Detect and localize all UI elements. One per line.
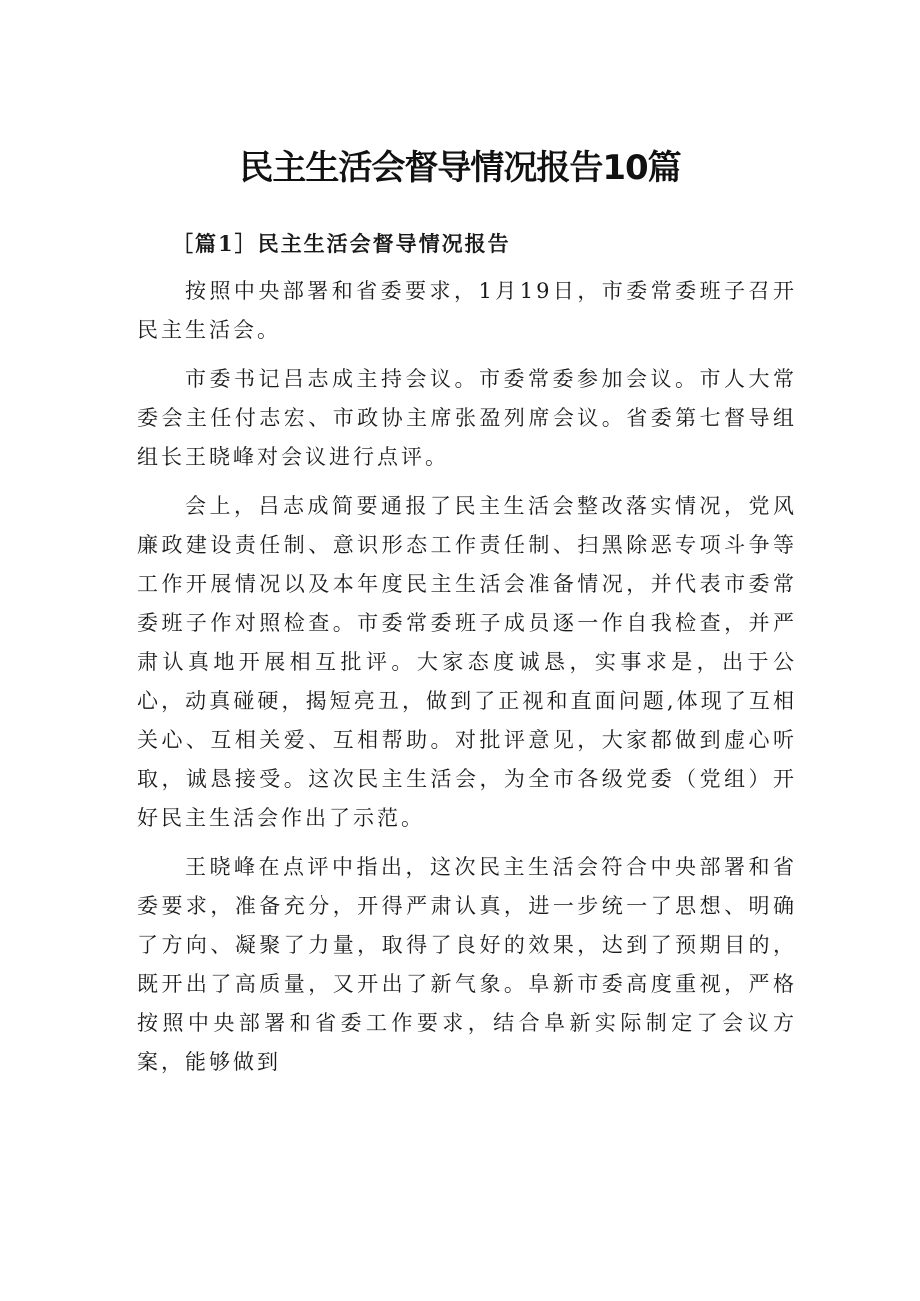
section-heading: ［篇1］民主生活会督导情况报告 (172, 231, 511, 256)
paragraph: 会上，吕志成简要通报了民主生活会整改落实情况，党风廉政建设责任制、意识形态工作责任制、扫黑除恶专项斗争等工作开展情况以及本年度民主生活会准备情况，并代表市委常委班子作对照检查。市委常委班子成员逐一作自我检查，并严肃认真地开展相互批评。大家态度诚恳，实事求是，出于公心，动真碰硬，揭短亮丑，做到了正视和直面问题,体现了互相关心、互相关爱、互相帮助。对批评意见，大家都做到虚心听取，诚恳接受。这次民主生活会，为全市各级党委（党组）开好民主生活会作出了示范。 (137, 494, 797, 830)
paragraph: 按照中央部署和省委要求，1月19日，市委常委班子召开民主生活会。 (137, 279, 797, 342)
paragraph: 市委书记吕志成主持会议。市委常委参加会议。市人大常委会主任付志宏、市政协主席张盈列席会议。省委第七督导组组长王晓峰对会议进行点评。 (137, 367, 797, 469)
document-title: 民主生活会督导情况报告10篇 (239, 148, 681, 188)
paragraph: 王晓峰在点评中指出，这次民主生活会符合中央部署和省委要求，准备充分，开得严肃认真，进一步统一了思想、明确了方向、凝聚了力量，取得了良好的效果，达到了预期目的，既开出了高质量，又开出了新气象。阜新市委高度重视，严格按照中央部署和省委工作要求，结合阜新实际制定了会议方案，能够做到 (137, 855, 797, 1074)
document-body (137, 272, 797, 1092)
